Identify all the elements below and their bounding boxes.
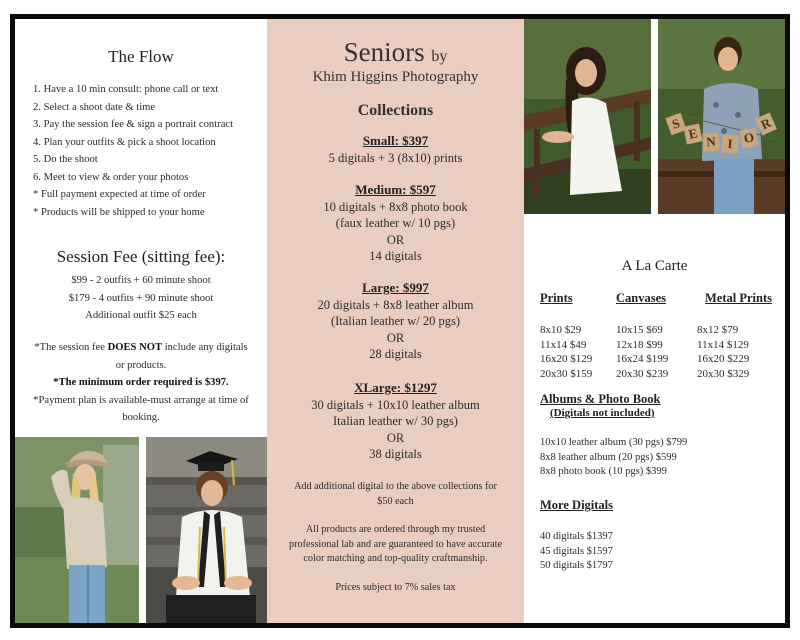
tier-detail: 10 digitals + 8x8 photo book [323, 199, 468, 214]
tier-medium [267, 181, 524, 265]
banner-letter: S [665, 113, 686, 135]
a-la-carte-title: A La Carte [621, 258, 688, 274]
banner-letter: O [740, 128, 759, 149]
flow-step: 2. Select a shoot date & time [33, 101, 156, 113]
price-item: 16x24 $199 [616, 353, 669, 365]
flow-step: 6. Meet to view & order your photos [33, 171, 189, 183]
albums-subheading: (Digitals not included) [550, 407, 655, 419]
price-item: 11x14 $49 [540, 338, 587, 351]
collections-panel [267, 19, 524, 623]
banner-letter: R [755, 113, 777, 136]
prints-heading: Prints [540, 291, 573, 305]
flow-step: 4. Plan your outfits & pick a shoot location [33, 136, 216, 148]
tier-small [267, 132, 524, 167]
metal-prints-price-list [697, 323, 749, 381]
right-column [524, 19, 785, 623]
price-item: 11x14 $129 [697, 338, 749, 351]
flow-note: * Products will be shipped to your home [33, 206, 205, 218]
tier-detail: (faux leather w/ 10 pgs) [335, 216, 456, 230]
session-fee-notes [29, 339, 253, 427]
price-item: 8x8 photo book (10 pgs) $399 [540, 466, 667, 477]
senior-photo-banner [658, 19, 785, 214]
tier-detail: 14 digitals [369, 249, 422, 263]
flow-step: 1. Have a 10 min consult: phone call or text [33, 84, 219, 95]
note-emphasis: *The minimum order required is $397. [53, 377, 229, 388]
tier-or: OR [386, 232, 405, 247]
metal-prints-heading: Metal Prints [705, 291, 772, 305]
title-text: Seniors [343, 37, 425, 67]
additional-digital-note: Add additional digital to the above collections for $50 each [294, 481, 497, 507]
collection-tiers [267, 132, 524, 477]
flow-step: 5. Do the shoot [33, 154, 98, 165]
flow-note: * Full payment expected at time of order [33, 189, 206, 200]
tier-name: Small: $397 [362, 133, 429, 148]
session-fee-note [29, 339, 253, 374]
tier-detail: 20 digitals + 8x8 leather album [317, 297, 474, 312]
price-item: 10x10 leather album (30 pgs) $799 [540, 437, 688, 448]
left-column [15, 19, 267, 623]
lab-quality-note: All products are ordered through my trusted professional lab and are guaranteed to have accurate color matching and top-quality craftmanship. [289, 524, 502, 564]
collections-heading: Collections [357, 102, 434, 119]
price-item: 20x30 $159 [540, 367, 593, 380]
albums-price-list [540, 436, 687, 480]
price-item: 10x15 $69 [616, 324, 663, 336]
session-fee-line: $99 - 2 outfits + 60 minute shoot [71, 275, 211, 286]
session-fee-options [15, 272, 267, 325]
flow-step: 3. Pay the session fee & sign a portrait contract [33, 119, 234, 130]
minimum-order-note [29, 374, 253, 392]
price-item: 16x20 $129 [540, 353, 593, 365]
price-item: 45 digitals $1597 [540, 545, 613, 557]
collection-notes [289, 480, 502, 609]
flow-steps [33, 81, 265, 221]
payment-plan-note: *Payment plan is available-must arrange at time of booking. [33, 394, 249, 423]
tier-large [267, 279, 524, 363]
session-fee-line: Additional outfit $25 each [85, 310, 197, 321]
flow-title: The Flow [108, 47, 174, 66]
senior-photo-graduate [146, 437, 267, 623]
tier-name: Medium: $597 [355, 181, 436, 197]
price-item: 16x20 $229 [697, 353, 750, 365]
canvases-price-list [616, 323, 668, 381]
prints-price-list [540, 323, 592, 381]
price-item: 12x18 $99 [616, 338, 663, 351]
tier-name: XLarge: $1297 [354, 379, 437, 395]
tier-detail: 30 digitals + 10x10 leather album [311, 397, 480, 412]
banner-letter: N [702, 132, 719, 151]
tier-or: OR [386, 330, 405, 345]
albums-heading: Albums & Photo Book [540, 392, 661, 406]
note-emphasis: DOES NOT [107, 342, 163, 353]
tier-xlarge [267, 379, 524, 463]
more-digitals-heading: More Digitals [540, 498, 614, 512]
price-item: 8x8 leather album (20 pgs) $599 [540, 451, 677, 463]
senior-banner [668, 111, 778, 171]
note-text: *The session fee [34, 342, 108, 353]
price-item: 50 digitals $1797 [540, 560, 613, 571]
price-item: 20x30 $239 [616, 367, 669, 380]
banner-letter: I [721, 134, 738, 153]
price-item: 20x30 $329 [697, 367, 750, 380]
price-item: 8x12 $79 [697, 324, 739, 336]
tier-or: OR [386, 430, 405, 445]
brochure-title [267, 37, 524, 68]
price-item: 40 digitals $1397 [540, 531, 613, 542]
session-fee-title: Session Fee (sitting fee): [56, 247, 226, 266]
tier-detail: Italian leather w/ 30 pgs) [333, 414, 458, 428]
tier-detail: (Italian leather w/ 20 pgs) [330, 314, 461, 328]
note-text: include any digitals or products. [115, 342, 248, 371]
canvases-heading: Canvases [616, 291, 667, 305]
senior-photo-white-dress [524, 19, 651, 214]
tier-detail: 28 digitals [369, 347, 422, 361]
more-digitals-list [540, 530, 613, 574]
tier-name: Large: $997 [362, 279, 429, 295]
brochure-frame [10, 14, 790, 628]
session-fee-line: $179 - 4 outfits + 90 minute shoot [68, 292, 214, 304]
studio-name: Khim Higgins Photography [312, 69, 479, 85]
sales-tax-note: Prices subject to 7% sales tax [335, 581, 456, 593]
tier-detail: 38 digitals [369, 447, 422, 461]
senior-photo-cowboy-hat [15, 437, 139, 623]
title-by: by [431, 48, 448, 65]
price-item: 8x10 $29 [540, 324, 582, 336]
tier-detail: 5 digitals + 3 (8x10) prints [328, 151, 463, 165]
banner-letter: E [683, 124, 702, 145]
